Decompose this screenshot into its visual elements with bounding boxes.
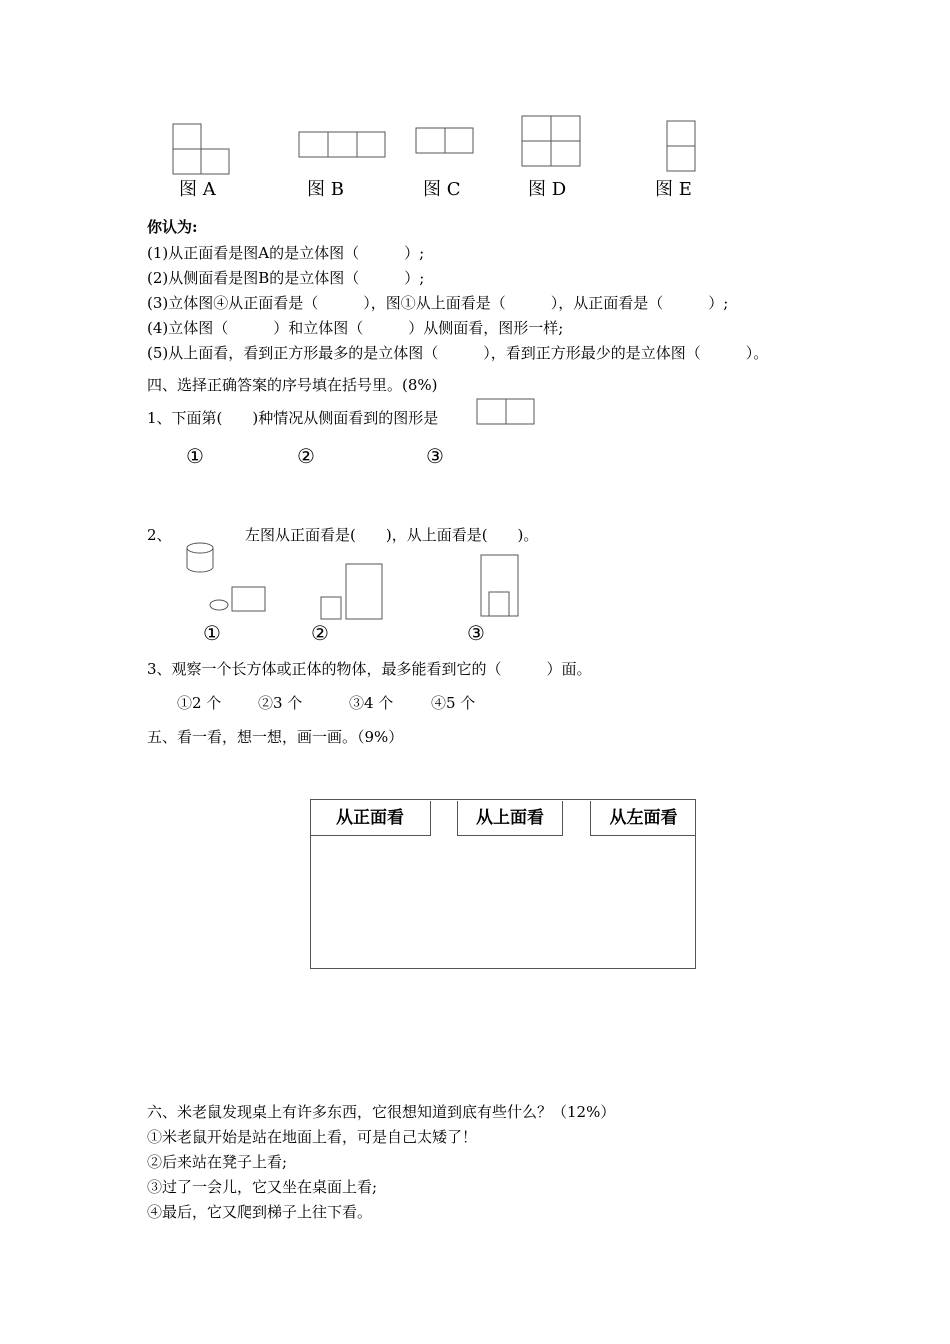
section-4-q2-prefix: 2、 (147, 526, 172, 544)
question-3-3: (3)立体图④从正面看是（ ），图①从上面看是（ ），从正面看是（ ）; (147, 294, 729, 312)
section-4-q2: 左图从正面看是( )，从上面看是( )。 (245, 526, 539, 544)
q1-option-3: ③ (426, 444, 444, 468)
q2-option-1: ① (203, 621, 221, 645)
section-4-q3: 3、观察一个长方体或正体的物体，最多能看到它的（ ）面。 (147, 660, 592, 678)
section-4-q1: 1、下面第( )种情况从侧面看到的图形是 (147, 409, 439, 427)
figure-label-d: 图 D (528, 179, 567, 200)
view-label-left: 从左面看 (590, 801, 696, 836)
q3-option-3: ③4 个 (349, 694, 394, 712)
section-6-item-3: ③过了一会儿，它又坐在桌面上看; (147, 1178, 378, 1196)
q2-option-2: ② (311, 621, 329, 645)
q3-option-1: ①2 个 (177, 694, 222, 712)
view-label-front: 从正面看 (310, 801, 431, 836)
q3-option-4: ④5 个 (431, 694, 476, 712)
figure-label-e: 图 E (655, 179, 692, 200)
section-4-title: 四、选择正确答案的序号填在括号里。(8%) (147, 376, 438, 394)
question-3-5: (5)从上面看，看到正方形最多的是立体图（ ），看到正方形最少的是立体图（ ）。 (147, 344, 769, 362)
intro-text: 你认为: (147, 218, 198, 236)
view-label-top: 从上面看 (457, 801, 563, 836)
question-3-1: (1)从正面看是图A的是立体图（ ）; (147, 244, 425, 262)
q2-option-3: ③ (467, 621, 485, 645)
section-6-title: 六、米老鼠发现桌上有许多东西，它很想知道到底有些什么？（12%） (147, 1103, 616, 1121)
question-3-4: (4)立体图（ ）和立体图（ ）从侧面看，图形一样; (147, 319, 564, 337)
q3-option-2: ②3 个 (258, 694, 303, 712)
section-6-item-1: ①米老鼠开始是站在地面上看，可是自己太矮了！ (147, 1128, 478, 1146)
section-6-item-4: ④最后，它又爬到梯子上往下看。 (147, 1203, 373, 1221)
q1-option-2: ② (297, 444, 315, 468)
figure-label-b: 图 B (307, 179, 344, 200)
q1-option-1: ① (186, 444, 204, 468)
figure-label-c: 图 C (423, 179, 461, 200)
figure-label-a: 图 A (179, 179, 216, 200)
section-6-item-2: ②后来站在凳子上看; (147, 1153, 288, 1171)
section-5-title: 五、看一看，想一想，画一画。（9%） (147, 728, 404, 746)
question-3-2: (2)从侧面看是图B的是立体图（ ）; (147, 269, 425, 287)
